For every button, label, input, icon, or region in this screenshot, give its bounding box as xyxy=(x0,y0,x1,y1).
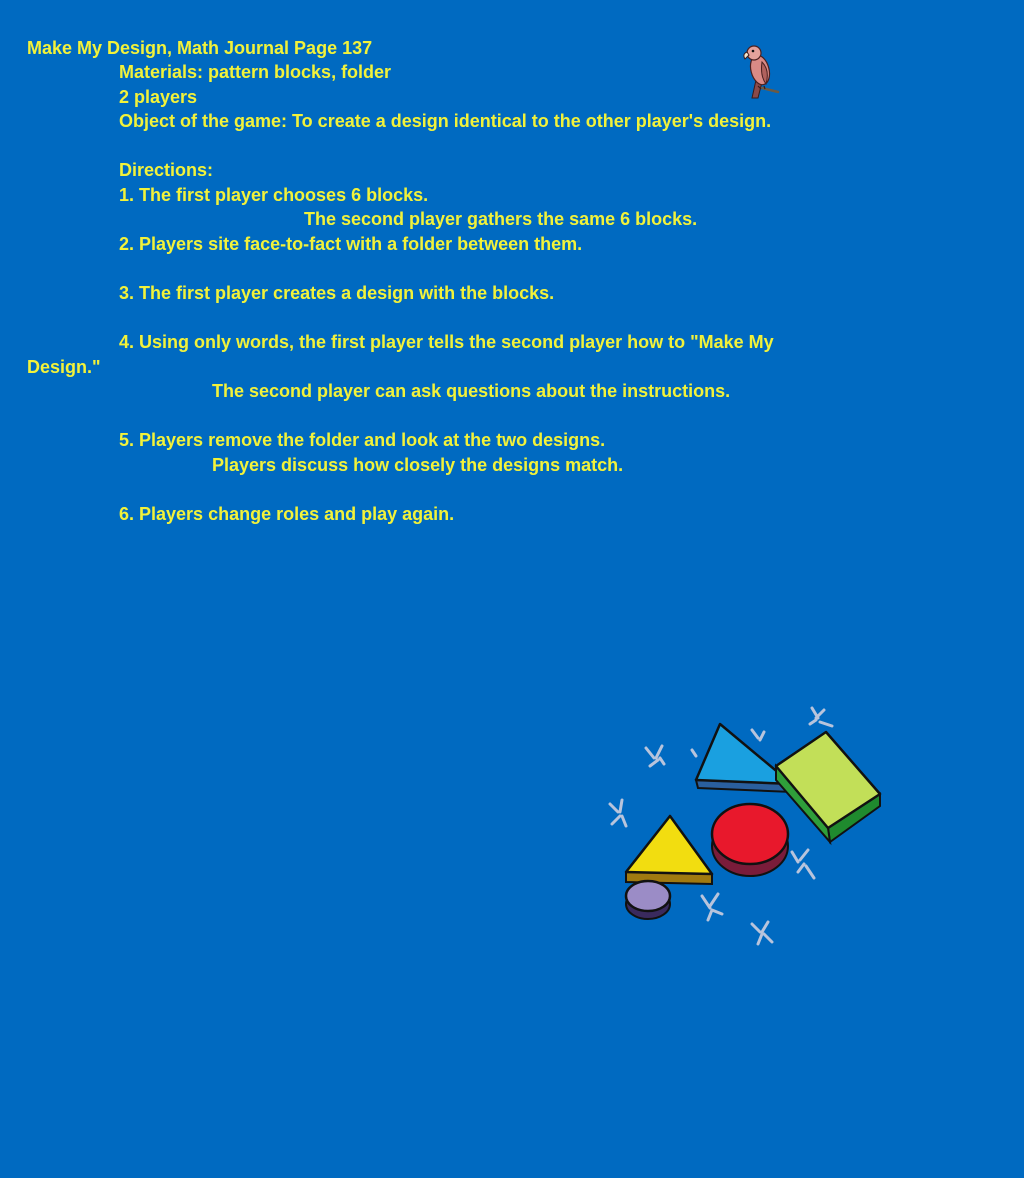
step-1-sub: The second player gathers the same 6 blocks. xyxy=(304,209,698,229)
directions-heading: Directions: xyxy=(119,160,214,180)
red-circle-block xyxy=(712,804,788,876)
step-5-sub: Players discuss how closely the designs match. xyxy=(212,455,624,475)
step-4-wrap: Design." xyxy=(27,357,101,377)
materials-line: Materials: pattern blocks, folder xyxy=(119,62,392,82)
step-1: 1. The first player chooses 6 blocks. xyxy=(119,185,429,205)
step-6: 6. Players change roles and play again. xyxy=(119,504,455,524)
parrot-icon xyxy=(734,42,782,100)
step-3: 3. The first player creates a design with the blocks. xyxy=(119,283,555,303)
page-title: Make My Design, Math Journal Page 137 xyxy=(27,38,373,58)
step-2: 2. Players site face-to-fact with a folder between them. xyxy=(119,234,583,254)
object-line: Object of the game: To create a design identical to the other player's design. xyxy=(119,111,772,131)
step-5: 5. Players remove the folder and look at the two designs. xyxy=(119,430,606,450)
yellow-triangle-block xyxy=(626,816,712,884)
green-rectangle-block xyxy=(776,732,880,842)
step-4-sub: The second player can ask questions about the instructions. xyxy=(212,381,731,401)
players-line: 2 players xyxy=(119,87,198,107)
pattern-blocks-illustration xyxy=(602,700,892,955)
purple-circle-block xyxy=(626,881,670,919)
step-4: 4. Using only words, the first player tells the second player how to "Make My xyxy=(119,332,774,352)
